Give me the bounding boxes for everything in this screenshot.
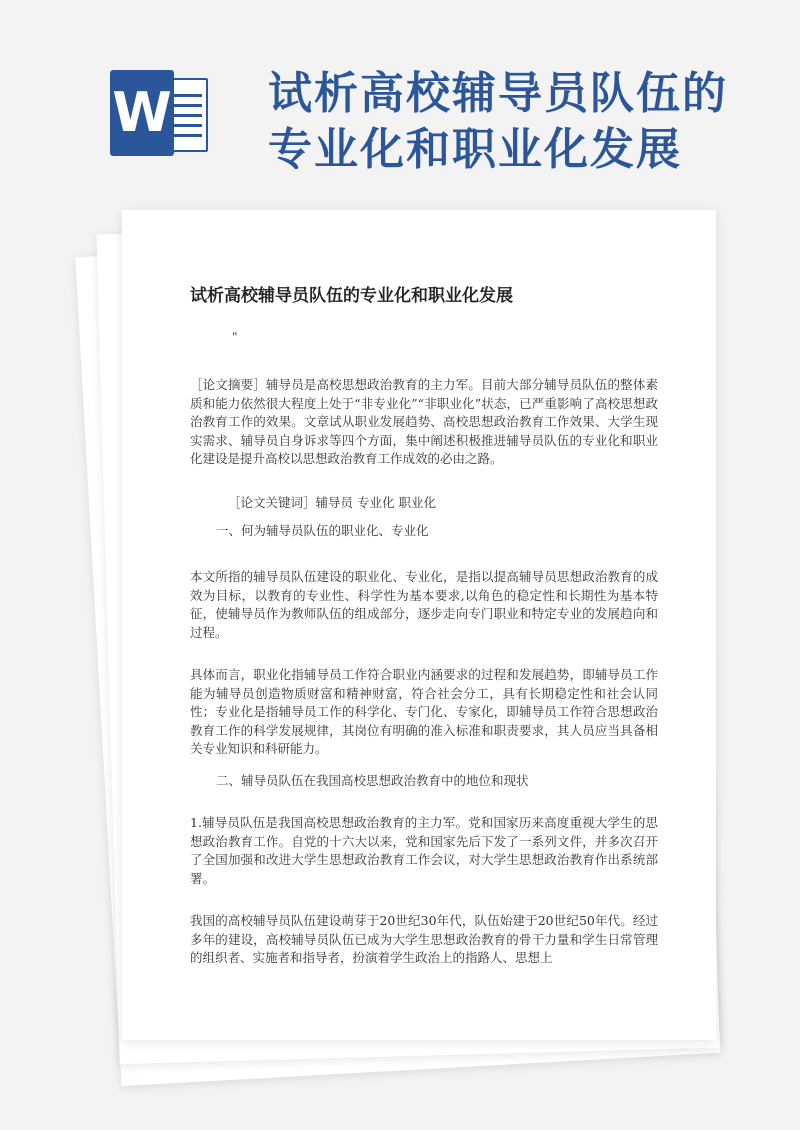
stray-mark: " [232, 330, 238, 344]
banner-title-line1: 试析高校辅导员队伍的 [268, 68, 728, 119]
section-heading-1: 一、何为辅导员队伍的职业化、专业化 [216, 523, 429, 538]
banner-title [268, 66, 788, 178]
section-heading-2: 二、辅导员队伍在我国高校思想政治教育中的地位和现状 [216, 773, 529, 788]
body-paragraph-4: 我国的高校辅导员队伍建设萌芽于20世纪30年代，队伍始建于20世纪50年代。经过多年的建设，高校辅导员队伍已成为大学生思想政治教育的骨干力量和学生日常管理的组织者、实施者和指导者，扮演着学生政治上的指路人、思想上 [190, 913, 658, 965]
banner [0, 0, 800, 200]
banner-title-line2: 专业化和职业化发展 [268, 124, 682, 175]
word-logo-letter: W [110, 70, 174, 156]
body-paragraph-2: 具体而言，职业化指辅导员工作符合职业内涵要求的过程和发展趋势，即辅导员工作能为辅导员创造物质财富和精神财富，符合社会分工，具有长期稳定性和社会认同性；专业化是指辅导员工作的科学化、专门化、专家化，即辅导员工作符合思想政治教育工作的科学发展规律，其岗位有明确的准入标准和职责要求，其人员应当具备相关专业知识和科研能力。 [190, 667, 658, 756]
word-document-icon [110, 70, 210, 156]
body-paragraph-3: 1.辅导员队伍是我国高校思想政治教育的主力军。党和国家历来高度重视大学生的思想政治教育工作。自党的十六大以来，党和国家先后下发了一系列文件，并多次召开了全国加强和改进大学生思想政治教育工作会议，对大学生思想政治教育作出系统部署。 [190, 815, 658, 886]
document-title: 试析高校辅导员队伍的专业化和职业化发展 [190, 286, 513, 306]
body-paragraph-1: 本文所指的辅导员队伍建设的职业化、专业化，是指以提高辅导员思想政治教育的成效为目标，以教育的专业性、科学性为基本要求,以角色的稳定性和长期性为基本特征，使辅导员作为教师队伍的组成部分，逐步走向专门职业和特定专业的发展趋向和过程。 [190, 569, 658, 640]
abstract-paragraph: ［论文摘要］辅导员是高校思想政治教育的主力军。目前大部分辅导员队伍的整体素质和能力依然很大程度上处于“非专业化”“非职业化”状态，已严重影响了高校思想政治教育工作的效果。文章试从职业发展趋势、高校思想政治教育工作效果、大学生现实需求、辅导员自身诉求等四个方面，集中阐述积极推进辅导员队伍的专业化和职业化建设是提升高校以思想政治教育工作成效的必由之路。 [190, 377, 658, 466]
keywords-line: ［论文关键词］辅导员 专业化 职业化 [228, 495, 436, 510]
